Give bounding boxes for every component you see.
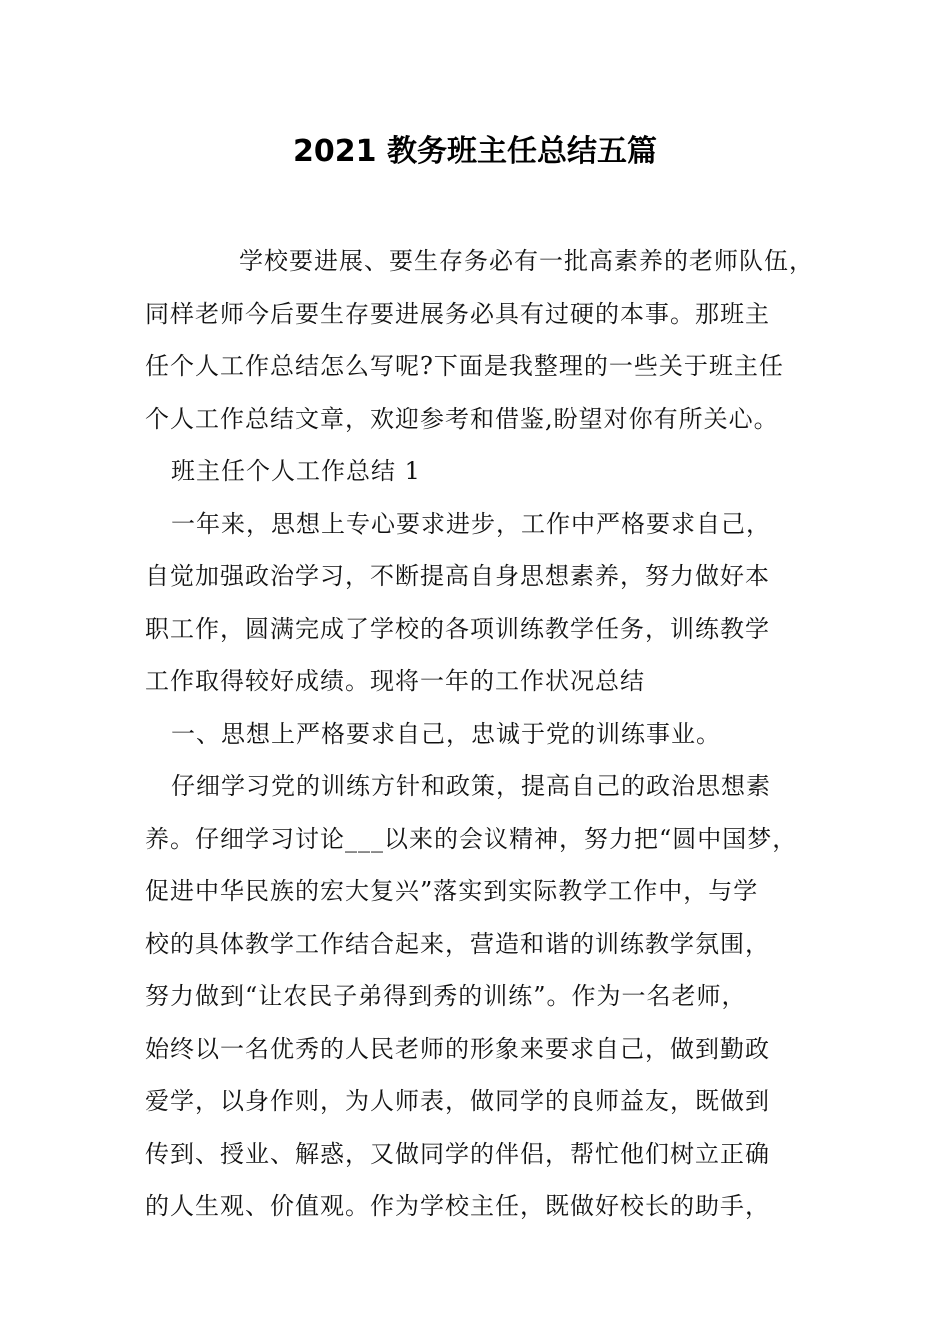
paragraph-line: 个人工作总结文章，欢迎参考和借鉴,盼望对你有所关心。 (145, 404, 779, 433)
paragraph-line: 职工作，圆满完成了学校的各项训练教学任务，训练教学 (145, 614, 770, 643)
section-heading: 班主任个人工作总结 1 (171, 457, 421, 485)
paragraph-line: 始终以一名优秀的人民老师的形象来要求自己，做到勤政 (145, 1034, 770, 1063)
paragraph-line: 促进中华民族的宏大复兴”落实到实际教学工作中，与学 (145, 877, 759, 905)
paragraph-line: 自觉加强政治学习，不断提高自身思想素养，努力做好本 (145, 562, 770, 590)
paragraph-line: 仔细学习党的训练方针和政策，提高自己的政治思想素 (171, 772, 771, 800)
paragraph-line: 传到、授业、解惑，又做同学的伴侣，帮忙他们树立正确 (145, 1139, 770, 1168)
document-body (145, 235, 845, 1233)
paragraph-line: 的人生观、价值观。作为学校主任，既做好校长的助手， (145, 1192, 770, 1220)
paragraph-line: 爱学，以身作则，为人师表，做同学的良师益友，既做到 (145, 1087, 770, 1115)
paragraph-line: 努力做到“让农民子弟得到秀的训练”。作为一名老师， (145, 982, 747, 1010)
paragraph-line: 一年来，思想上专心要求进步，工作中严格要求自己， (171, 509, 771, 538)
document-title: 2021 教务班主任总结五篇 (293, 134, 657, 169)
paragraph-line: 工作取得较好成绩。现将一年的工作状况总结 (145, 667, 645, 695)
paragraph-line: 养。仔细学习讨论___以来的会议精神，努力把“圆中国梦， (145, 824, 798, 853)
paragraph-line: 学校要进展、要生存务必有一批高素养的老师队伍， (239, 247, 814, 275)
paragraph-line: 任个人工作总结怎么写呢?下面是我整理的一些关于班主任 (145, 352, 784, 380)
paragraph-line: 同样老师今后要生存要进展务必具有过硬的本事。那班主 (145, 299, 770, 328)
paragraph-line: 校的具体教学工作结合起来，营造和谐的训练教学氛围， (145, 929, 770, 958)
subsection-heading: 一、思想上严格要求自己，忠诚于党的训练事业。 (171, 719, 721, 748)
